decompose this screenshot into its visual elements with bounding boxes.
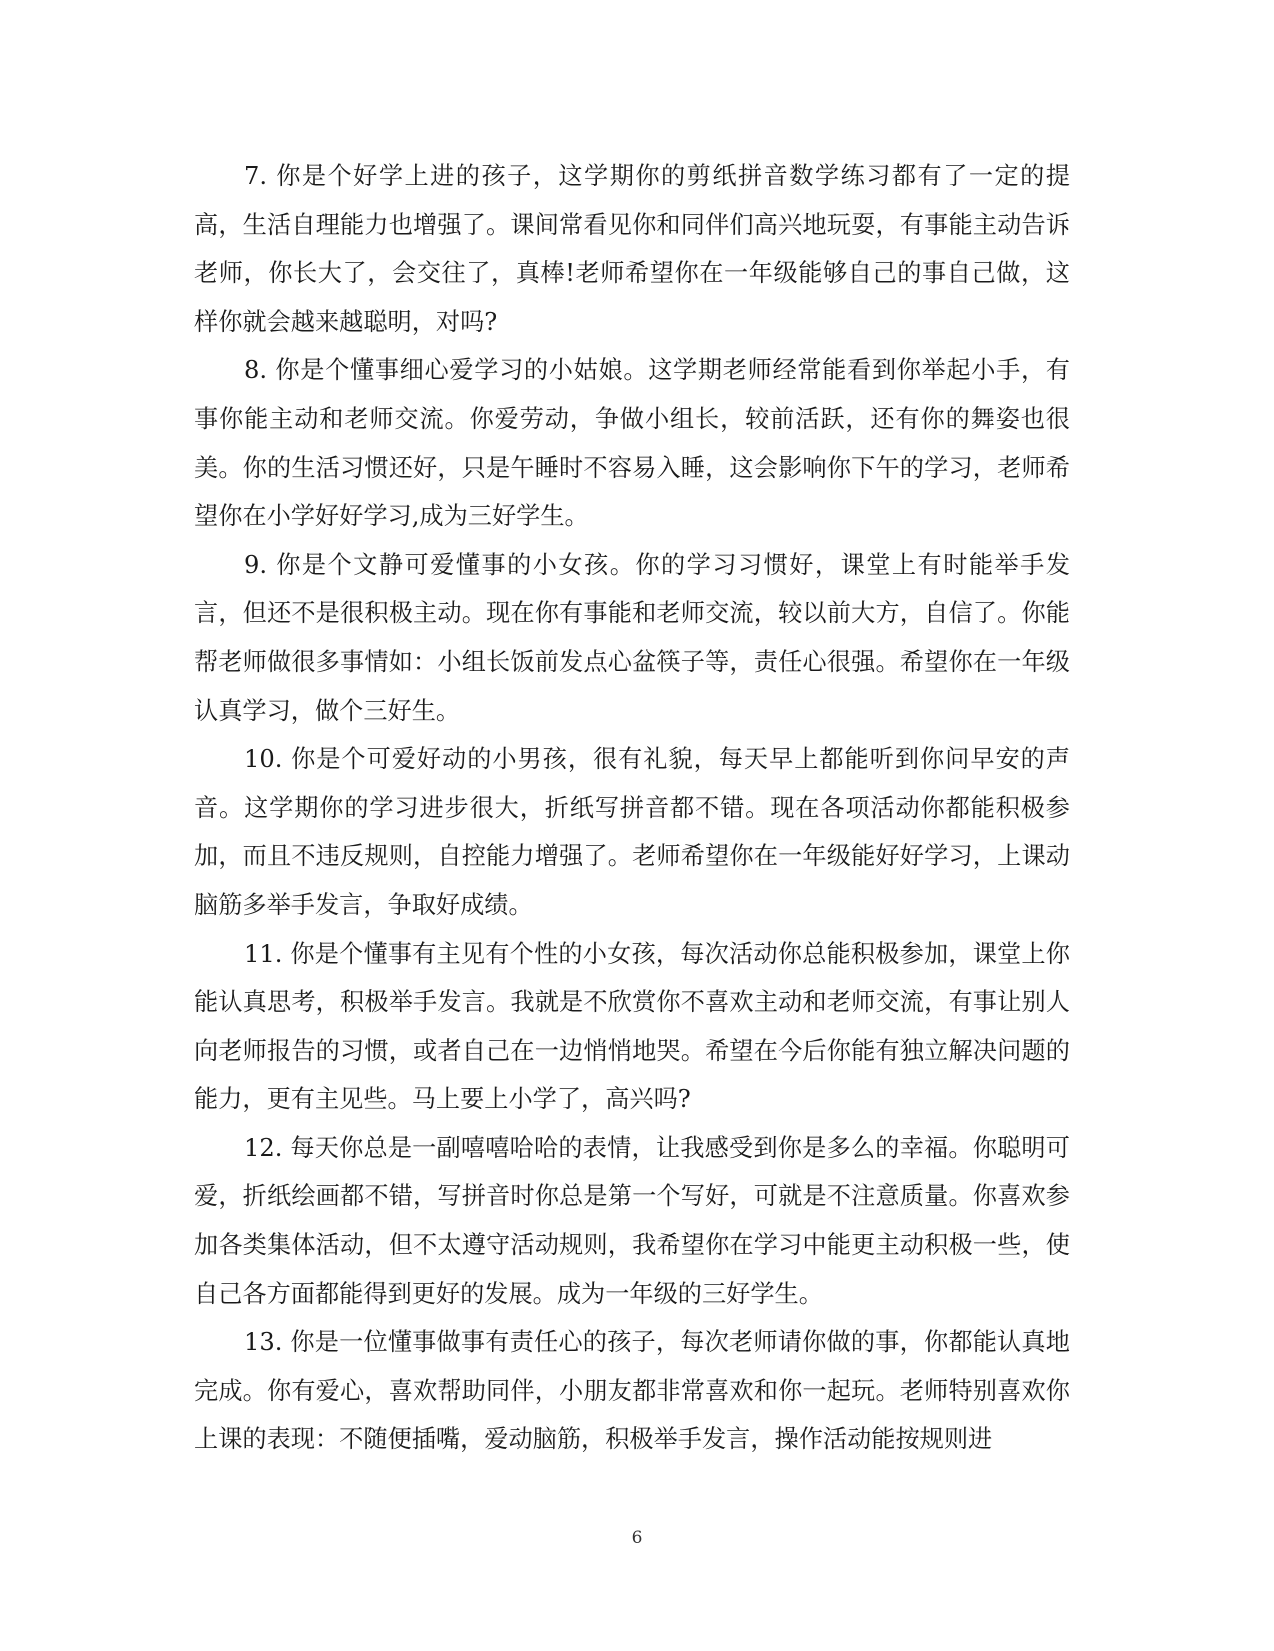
- paragraph-11: 11. 你是个懂事有主见有个性的小女孩，每次活动你总能积极参加，课堂上你能认真思考，积极举手发言。我就是不欣赏你不喜欢主动和老师交流，有事让别人向老师报告的习惯，或者自己在一边悄悄地哭。希望在今后你能有独立解决问题的能力，更有主见些。马上要上小学了，高兴吗?: [194, 939, 1070, 1114]
- paragraph-13: 13. 你是一位懂事做事有责任心的孩子，每次老师请你做的事，你都能认真地完成。你有爱心，喜欢帮助同伴，小朋友都非常喜欢和你一起玩。老师特别喜欢你上课的表现：不随便插嘴，爱动脑筋，积极举手发言，操作活动能按规则进: [194, 1328, 1070, 1454]
- paragraph-7: 7. 你是个好学上进的孩子，这学期你的剪纸拼音数学练习都有了一定的提高，生活自理能力也增强了。课间常看见你和同伴们高兴地玩耍，有事能主动告诉老师，你长大了，会交往了，真棒!老师希望你在一年级能够自己的事自己做，这样你就会越来越聪明，对吗?: [194, 162, 1070, 336]
- paragraph-12: 12. 每天你总是一副嘻嘻哈哈的表情，让我感受到你是多么的幸福。你聪明可爱，折纸绘画都不错，写拼音时你总是第一个写好，可就是不注意质量。你喜欢参加各类集体活动，但不太遵守活动规则，我希望你在学习中能更主动积极一些，使自己各方面都能得到更好的发展。成为一年级的三好学生。: [194, 1133, 1070, 1308]
- document-body: [194, 152, 1070, 1464]
- paragraph-8: 8. 你是个懂事细心爱学习的小姑娘。这学期老师经常能看到你举起小手，有事你能主动和老师交流。你爱劳动，争做小组长，较前活跃，还有你的舞姿也很美。你的生活习惯还好，只是午睡时不容易入睡，这会影响你下午的学习，老师希望你在小学好好学习,成为三好学生。: [194, 356, 1070, 531]
- paragraph-10: 10. 你是个可爱好动的小男孩，很有礼貌，每天早上都能听到你问早安的声音。这学期你的学习进步很大，折纸写拼音都不错。现在各项活动你都能积极参加，而且不违反规则，自控能力增强了。老师希望你在一年级能好好学习，上课动脑筋多举手发言，争取好成绩。: [194, 745, 1070, 919]
- page-number: 6: [631, 1528, 643, 1548]
- paragraph-9: 9. 你是个文静可爱懂事的小女孩。你的学习习惯好，课堂上有时能举手发言，但还不是很积极主动。现在你有事能和老师交流，较以前大方，自信了。你能帮老师做很多事情如：小组长饭前发点心盆筷子等，责任心很强。希望你在一年级认真学习，做个三好生。: [194, 550, 1070, 725]
